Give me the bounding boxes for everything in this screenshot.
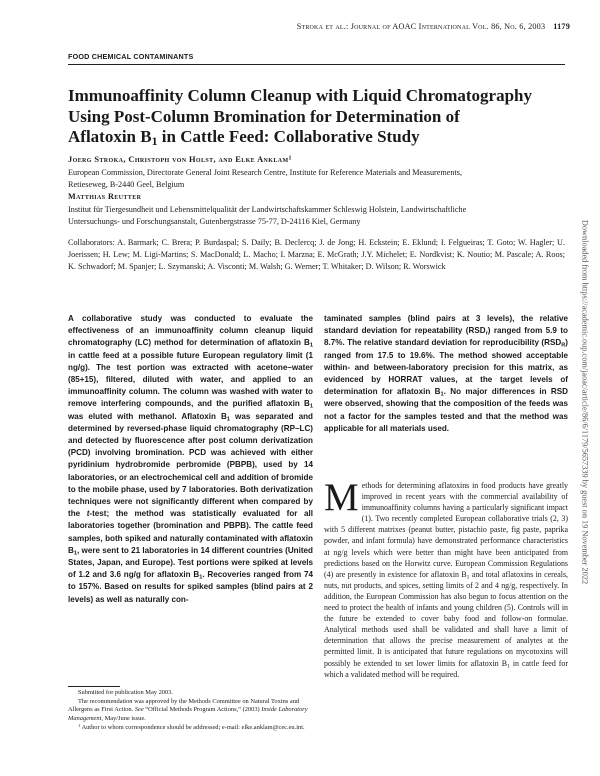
abstract-italic: t xyxy=(86,509,90,519)
affiliation-1-line-2: Retieseweg, B-2440 Geel, Belgium xyxy=(68,179,185,189)
abstract-text: ) ranged from 5.9 to 8.7%. The relative standard deviation for reproducibility (RSD xyxy=(324,326,568,348)
footnote-mark: 1 xyxy=(78,722,81,728)
footnote-text: The recommendation was approved by the Methods Committee on Natural Toxins and Allergens as First Action. xyxy=(68,697,300,714)
abstract-subscript: 1 xyxy=(73,550,78,557)
authors-text: Joerg Stroka, Christoph von Holst, and Elke Anklam xyxy=(68,155,289,164)
body-subscript: 1 xyxy=(507,662,510,669)
section-label: FOOD CHEMICAL CONTAMINANTS xyxy=(68,52,194,61)
footnote-text: , May/June issue. xyxy=(101,715,146,723)
footnote-rule xyxy=(68,686,120,687)
abstract-text: . Recoveries ranged from 74 to 157%. Based on results for spiked samples (blind pairs at 2 levels) as well as naturally con- xyxy=(68,570,313,604)
download-side-note-text: Downloaded from https://academic.oup.com/jaoac/article/86/6/1179/5657339 by guest on 19 November 2022 xyxy=(580,219,590,585)
abstract-subscript: 1 xyxy=(199,574,203,581)
abstract-text: ) ranged from 17.5 to 19.6%. The method showed acceptable within- and between-laboratory precision for this matrix, as evidenced by HORRAT values, at the target levels of determination for aflatoxin B xyxy=(324,338,568,397)
abstract-subscript: r xyxy=(485,330,488,337)
footnote-recommendation xyxy=(68,698,312,724)
title-line-3-post: in Cattle Feed: Collaborative Study xyxy=(157,127,420,146)
title-line-1: Immunoaffinity Column Cleanup with Liquid Chromatography xyxy=(68,86,532,105)
affiliation-1-line-1: European Commission, Directorate General Joint Research Centre, Institute for Reference Materials and Measurements, xyxy=(68,168,462,177)
abstract-subscript: 1 xyxy=(309,342,313,349)
affiliation-1 xyxy=(68,167,565,190)
drop-cap: M xyxy=(324,476,359,519)
footnote-italic: See xyxy=(134,706,144,714)
body-subscript: 1 xyxy=(466,574,470,581)
running-head-text: Stroka et al.: Journal of AOAC International Vol. 86, No. 6, 2003 xyxy=(296,22,546,31)
body-paragraph: and total aflatoxins in cereals, nuts, nut products, and spices, setting limits of 2 and 4 ng/g, respectively. In addition, the European Commission has also begun to focus attention on the need to protect the health of infants and young children (5). Controls will in the future be extended to cover baby food and follow-on formulae. Analytical methods used shall be validated and shall have a limit of determination that allows the precise measurement of analytes at the permitted limit. It is anticipated that future regulations on mycotoxins will possibly be extended to set lower limits for aflatoxin B xyxy=(324,569,568,668)
footnotes xyxy=(68,689,312,733)
running-head xyxy=(297,22,570,31)
footnote-correspondence xyxy=(68,724,312,733)
abstract-column-left xyxy=(68,313,313,606)
footnote-italic: Inside Laboratory Management xyxy=(68,706,308,723)
title-line-3 xyxy=(68,127,565,148)
abstract-subscript: R xyxy=(561,342,566,349)
body-paragraph: ethods for determining aflatoxins in food products have greatly improved in recent years with the commercial availability of immunoaffinity columns having a particularly significant impact (1). Two recently completed European collaborative trials (2, 3) with 5 different matrixes (peanut butter, pistachio paste, fig paste, paprika powder, and infant formula) have demonstrated performance characteristics at ng/g levels which were better than might have been anticipated from predictions based on the Horwitz curve. European Commission Regulations (4) are presently in existence for aflatoxin B xyxy=(324,481,568,579)
abstract-subscript: 1 xyxy=(226,416,230,423)
abstract-column-right xyxy=(324,313,568,435)
collaborators: Collaborators: A. Barmark; C. Brera; P. Burdaspal; S. Daily; B. Declercq; J. de Jong; H. Eckstein; E. Eklund; I. Felgueiras; T. Goto; W. Hagler; U. Joerissen; H. Lew; M. Ligi-Martins; S. MacDonald; L. Macho; I. Marzna; E. McGrath; J.Y. Michelet; E. Nordkvist; K. Noutio; M. Pascale; A. Roos; K. Schwadorf; M. Spanjer; L. Szymanski; A. Visconti; M. Walsh; G. Werner; T. Whitaker; D. Wilson; R. Worswick xyxy=(68,238,565,271)
title-subscript: 1 xyxy=(151,133,158,148)
footnote-text: “Official Methods Program Actions,” (2003) xyxy=(143,706,262,714)
abstract-text: -test; the method was statistically evaluated for all laboratories together (bromination and PBPB). The cattle feed samples, both spiked and naturally contaminated with aflatoxin B xyxy=(68,509,313,555)
affiliation-2-line-1: Institut für Tiergesundheit und Lebensmittelqualität der Landwirtschaftskammer Schleswig Holstein, Landwirtschaftliche xyxy=(68,205,467,214)
title-line-2: Using Post-Column Bromination for Determination of xyxy=(68,106,460,126)
affiliation-2 xyxy=(68,204,565,227)
abstract-text: was eluted with methanol. Aflatoxin B xyxy=(68,411,227,421)
abstract-text: was separated and determined by reversed-phase liquid chromatography (RP–LC) and detected by fluorescence after post column derivatization (PCD) involving bromination. PCD was achieved with either pyridinium hydrobromide perbromide (PBPB), used by 14 laboratories, or an electrochemical cell and addition of bromide to the mobile phase, used by 7 laboratories. Both derivatization techniques were not significantly different when compared by the xyxy=(68,411,313,519)
abstract-subscript: 1 xyxy=(309,403,313,410)
abstract-subscript: 1 xyxy=(440,391,444,398)
abstract-text: in cattle feed at a possible future European regulatory limit (1 ng/g). The test portion was extracted with acetone–water (85+15), filtered, diluted with water, and applied to an immunoaffinity column. The column was washed with water to remove interfering compounds, and the purified aflatoxin B xyxy=(68,350,313,409)
abstract-text: . No major differences in RSD were observed, showing that the composition of the feeds was not a factor for the samples tested and that the method was applicable for all materials used. xyxy=(324,387,568,433)
article-title xyxy=(68,86,565,148)
author-footnote-mark: 1 xyxy=(288,155,292,162)
page-number: 1179 xyxy=(553,22,570,31)
download-side-note xyxy=(576,199,594,605)
title-line-3-pre: Aflatoxin B xyxy=(68,127,152,146)
abstract-text: A collaborative study was conducted to evaluate the effectiveness of an immunoaffinity column cleanup liquid chromatography (LC) method for determination of aflatoxin B xyxy=(68,314,313,348)
abstract-text: , were sent to 21 laboratories in 14 different countries (United States, Japan, and Europe). Test portions were spiked at levels of 1.2 and 3.6 ng/g for aflatoxin B xyxy=(68,545,313,580)
footnote-text: Author to whom correspondence should be addressed; e-mail: elke.anklam@cec.eu.int. xyxy=(80,723,305,731)
affiliation-2-line-2: Untersuchungs- und Forschungsanstalt, Gutenbergstrasse 75-77, D-24116 Kiel, Germany xyxy=(68,216,361,226)
section-rule xyxy=(68,64,565,65)
body-paragraph: in cattle feed for which a validated method will be required. xyxy=(324,658,569,679)
abstract-text: taminated samples (blind pairs at 3 levels), the relative standard deviation for repeatability (RSD xyxy=(324,314,568,336)
author-list xyxy=(68,155,292,164)
author-2: Matthias Reutter xyxy=(68,192,142,201)
body-text xyxy=(324,476,569,680)
footnote-submitted: Submitted for publication May 2003. xyxy=(78,689,173,696)
